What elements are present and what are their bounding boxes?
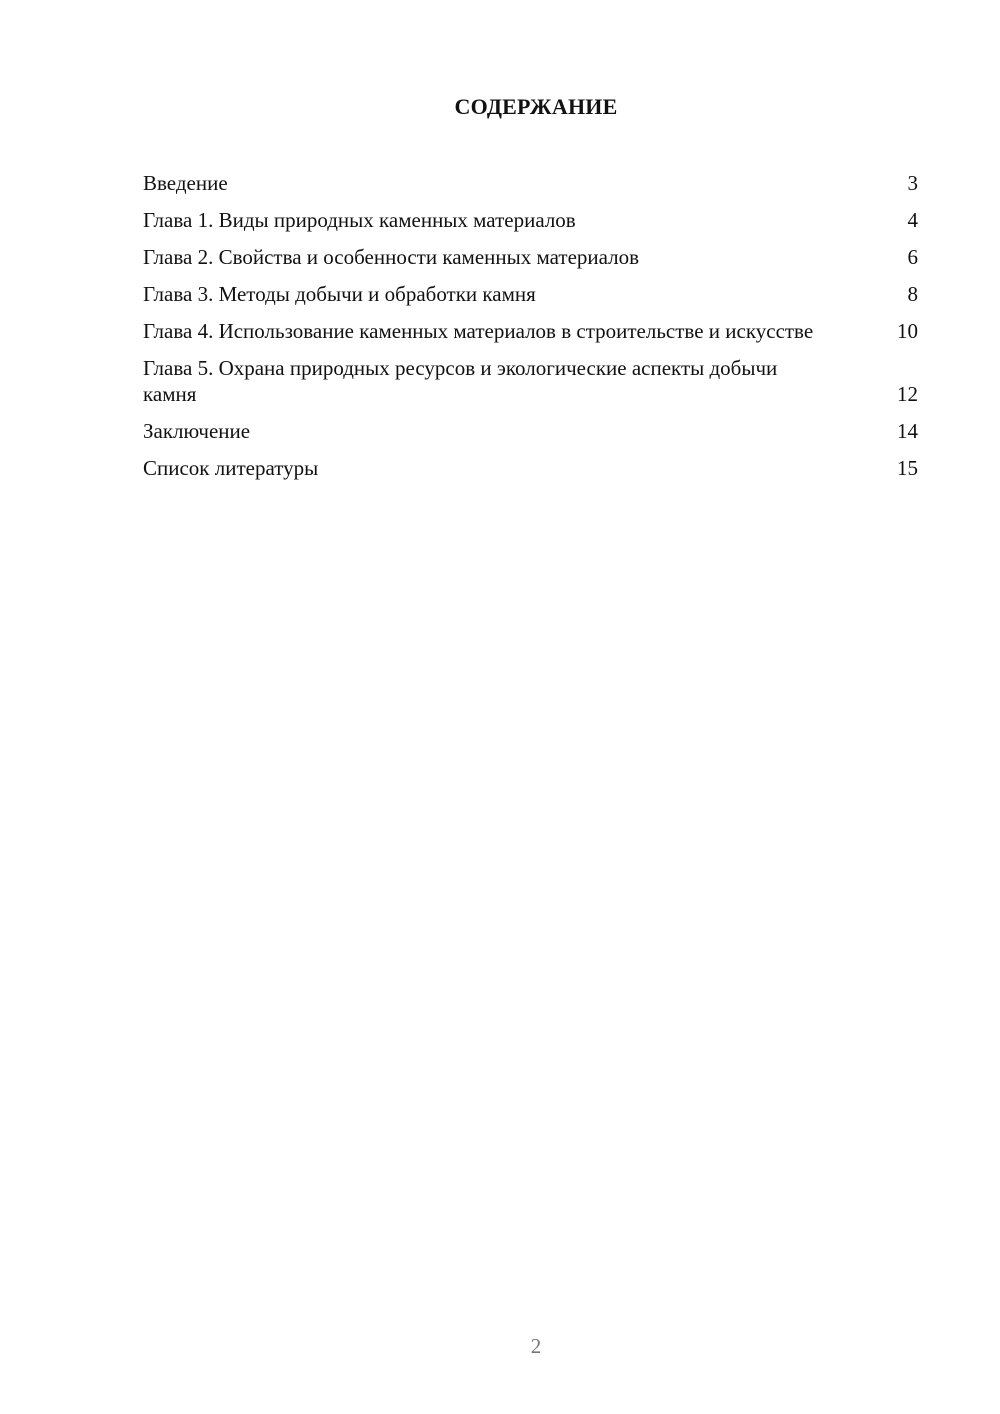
page-number: 2 xyxy=(530,1334,542,1358)
toc-entry-title: Заключение xyxy=(143,419,251,443)
toc-entry-title: Глава 4. Использование каменных материалов в строительстве и искусстве xyxy=(143,319,814,343)
toc-entry-page: 12 xyxy=(897,382,918,406)
toc-entry-chapter-1[interactable] xyxy=(143,207,918,233)
toc-entry-page: 4 xyxy=(907,208,918,232)
toc-entry-chapter-3[interactable] xyxy=(143,281,918,307)
toc-entry-title: Глава 2. Свойства и особенности каменных материалов xyxy=(143,245,640,269)
toc-entry-conclusion[interactable] xyxy=(143,418,918,444)
page-title: СОДЕРЖАНИЕ xyxy=(454,94,618,119)
toc-entry-title: Введение xyxy=(143,171,228,195)
toc-entry-bibliography[interactable] xyxy=(143,455,918,481)
toc-entry-page: 15 xyxy=(897,456,918,480)
toc-entry-chapter-4[interactable] xyxy=(143,318,918,344)
toc-entry-title: Список литературы xyxy=(143,456,319,480)
toc-entry-title: Глава 3. Методы добычи и обработки камня xyxy=(143,282,536,306)
toc-entry-page: 10 xyxy=(897,319,918,343)
table-of-contents xyxy=(143,170,918,492)
toc-entry-chapter-2[interactable] xyxy=(143,244,918,270)
toc-entry-page: 6 xyxy=(907,245,918,269)
toc-entry-page: 8 xyxy=(907,282,918,306)
toc-entry-page: 14 xyxy=(897,419,918,443)
toc-entry-chapter-5[interactable] xyxy=(143,355,918,407)
toc-entry-title: Глава 1. Виды природных каменных материалов xyxy=(143,208,576,232)
toc-entry-title: Глава 5. Охрана природных ресурсов и экологические аспекты добычи камня xyxy=(143,356,778,406)
toc-entry-introduction[interactable] xyxy=(143,170,918,196)
toc-entry-page: 3 xyxy=(907,171,918,195)
